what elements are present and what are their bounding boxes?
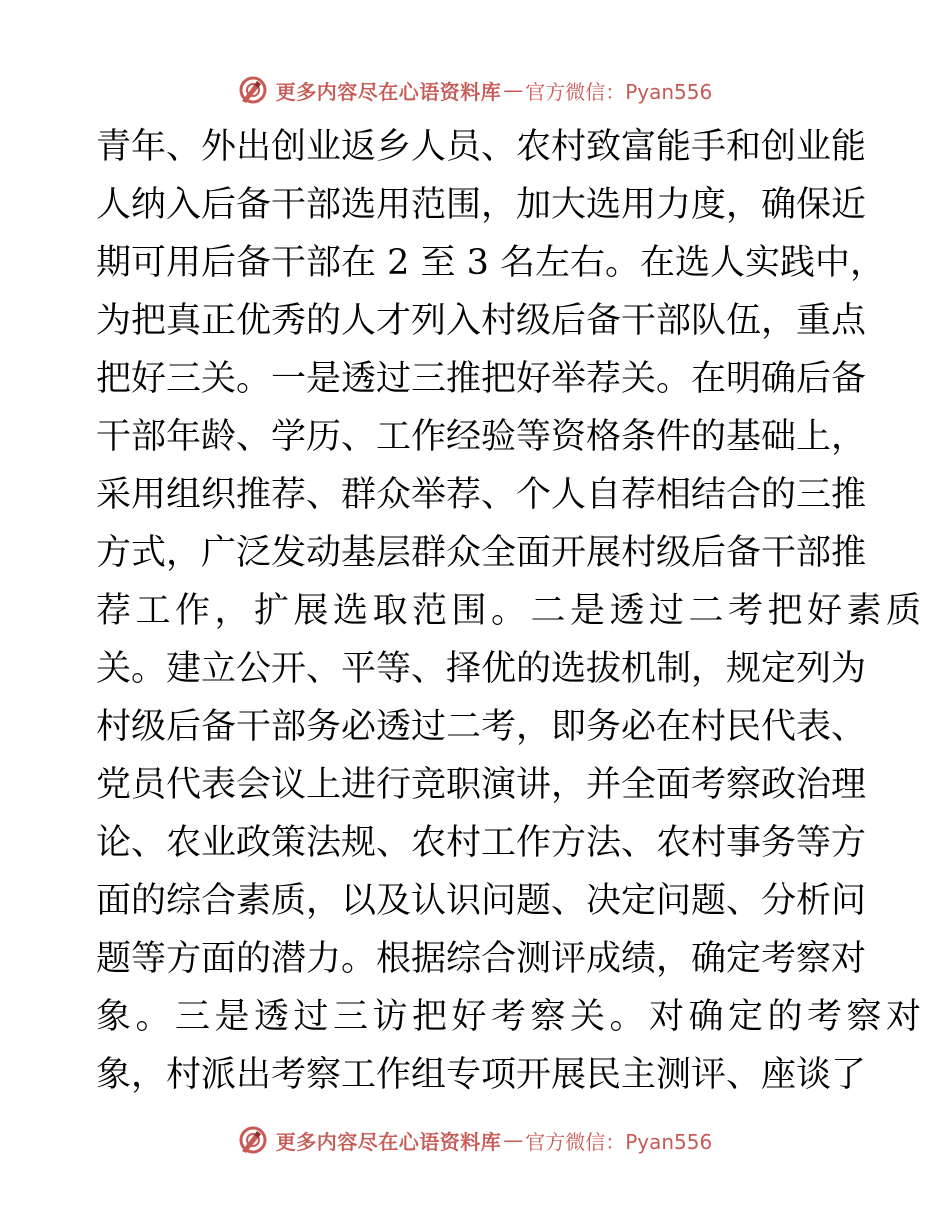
text-line: 论、农业政策法规、农村工作方法、农村事务等方 — [96, 823, 867, 863]
text-line: 面的综合素质，以及认识问题、决定问题、分析问 — [96, 881, 867, 921]
header-banner — [0, 68, 950, 112]
text-line: 采用组织推荐、群众举荐、个人自荐相结合的三推 — [96, 475, 867, 515]
text-line: 为把真正优秀的人才列入村级后备干部队伍，重点 — [96, 301, 867, 341]
text-line: 象。三是透过三访把好考察关。对确定的考察对 — [96, 997, 926, 1037]
text-line: 村级后备干部务必透过二考，即务必在村民代表、 — [96, 707, 867, 747]
text-line: 题等方面的潜力。根据综合测评成绩，确定考察对 — [96, 939, 867, 979]
banner-brand-text: 更多内容尽在心语资料库 — [275, 79, 502, 104]
text-line: 把好三关。一是透过三推把好举荐关。在明确后备 — [96, 359, 867, 399]
text-line: 关。建立公开、平等、择优的选拔机制，规定列为 — [96, 649, 867, 689]
pen-circle-logo-icon — [238, 75, 268, 105]
document-body — [96, 118, 926, 1104]
banner-separator: — — [503, 78, 524, 102]
text-line: 象，村派出考察工作组专项开展民主测评、座谈了 — [96, 1055, 867, 1095]
text-line: 党员代表会议上进行竞职演讲，并全面考察政治理 — [96, 765, 867, 805]
text-line: 方式，广泛发动基层群众全面开展村级后备干部推 — [96, 533, 867, 573]
pen-circle-logo-icon — [238, 1125, 268, 1155]
banner-separator: — — [503, 1128, 524, 1152]
text-line: 荐工作，扩展选取范围。二是透过二考把好素质 — [96, 591, 926, 631]
footer-banner — [0, 1118, 950, 1162]
text-line: 青年、外出创业返乡人员、农村致富能手和创业能 — [96, 127, 867, 167]
text-line: 人纳入后备干部选用范围，加大选用力度，确保近 — [96, 185, 867, 225]
banner-brand-text: 更多内容尽在心语资料库 — [275, 1129, 502, 1154]
banner-contact-text: 官方微信：Pyan556 — [525, 1129, 713, 1154]
text-line: 干部年龄、学历、工作经验等资格条件的基础上， — [96, 417, 867, 457]
banner-contact-text: 官方微信：Pyan556 — [525, 79, 713, 104]
text-line: 期可用后备干部在 2 至 3 名左右。在选人实践中， — [96, 243, 886, 283]
